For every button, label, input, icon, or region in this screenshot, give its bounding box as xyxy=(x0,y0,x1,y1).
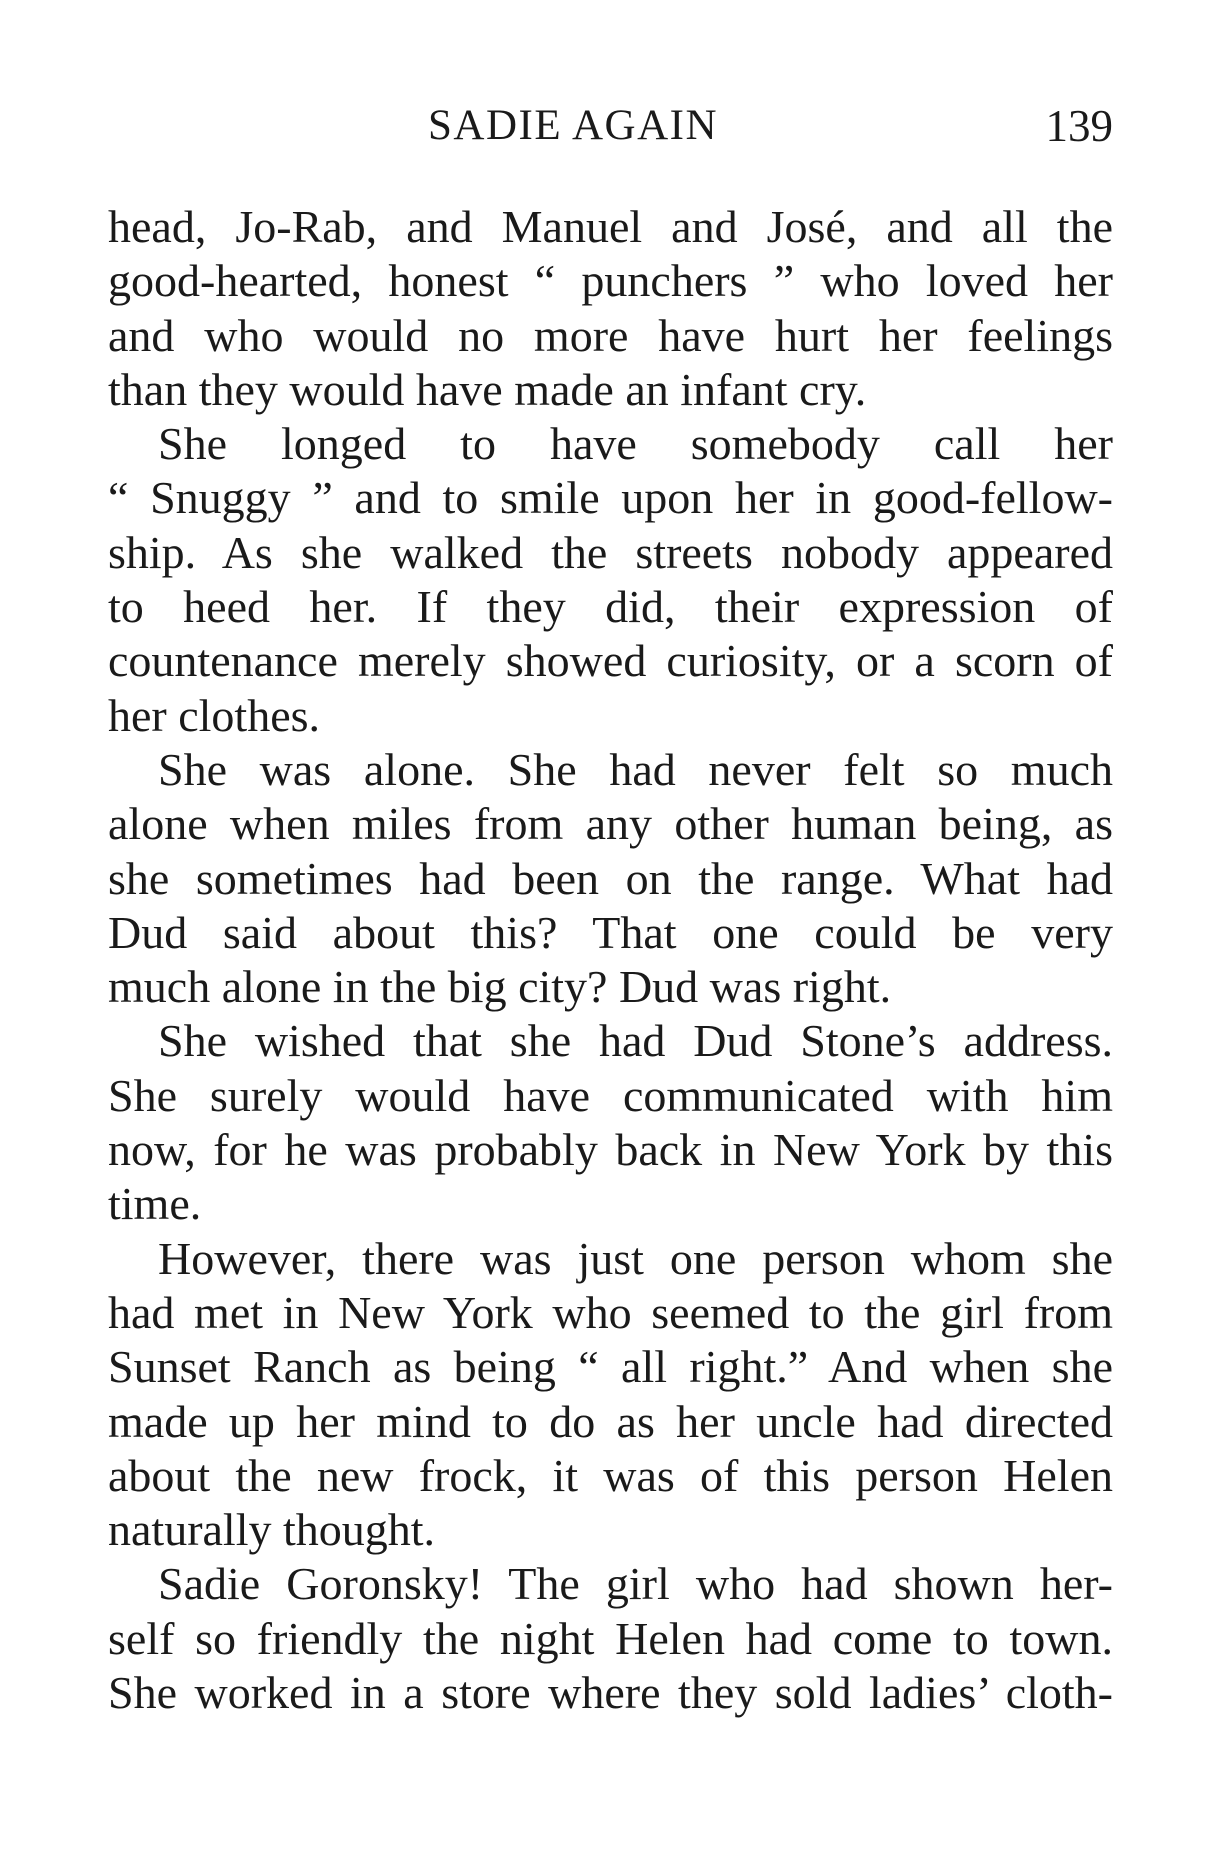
text-line: “ Snuggy ” and to smile upon her in good-fellow- xyxy=(108,472,1113,524)
text-line: to heed her. If they did, their expression of xyxy=(108,581,1113,633)
text-line: She was alone. She had never felt so much xyxy=(158,743,1113,795)
text-line: and who would no more have hurt her feelings xyxy=(108,309,1113,361)
page-number: 139 xyxy=(1045,101,1113,151)
text-line: now, for he was probably back in New York by this xyxy=(108,1124,1113,1176)
text-line: alone when miles from any other human being, as xyxy=(108,798,1113,850)
text-line: Sunset Ranch as being “ all right.” And when she xyxy=(108,1341,1113,1393)
text-line: head, Jo-Rab, and Manuel and José, and all the xyxy=(108,201,1113,252)
text-line: than they would have made an infant cry. xyxy=(108,363,867,415)
text-line: had met in New York who seemed to the girl from xyxy=(108,1286,1113,1338)
chapter-title: SADIE AGAIN xyxy=(428,102,719,149)
text-line: She wished that she had Dud Stone’s address. xyxy=(158,1015,1113,1067)
text-line: However, there was just one person whom she xyxy=(158,1232,1113,1284)
text-line: good-hearted, honest “ punchers ” who loved her xyxy=(108,255,1113,307)
text-line: about the new frock, it was of this person Helen xyxy=(108,1449,1113,1501)
text-line: her clothes. xyxy=(108,689,321,741)
running-head xyxy=(108,96,1113,156)
text-line: she sometimes had been on the range. What had xyxy=(108,852,1113,904)
text-line: She surely would have communicated with him xyxy=(108,1069,1113,1121)
text-line: She longed to have somebody call her xyxy=(158,418,1113,470)
text-line: naturally thought. xyxy=(108,1504,436,1556)
text-line: ship. As she walked the streets nobody appeared xyxy=(108,526,1113,578)
text-line: countenance merely showed curiosity, or a scorn of xyxy=(108,635,1113,687)
text-line: much alone in the big city? Dud was right. xyxy=(108,961,892,1013)
text-line: She worked in a store where they sold ladies’ cloth- xyxy=(108,1667,1113,1719)
text-line: time. xyxy=(108,1178,202,1230)
text-line: self so friendly the night Helen had come to town. xyxy=(108,1612,1113,1664)
body-text xyxy=(108,200,1113,1720)
text-line: Dud said about this? That one could be very xyxy=(108,906,1113,958)
text-line: made up her mind to do as her uncle had directed xyxy=(108,1395,1113,1447)
text-line: Sadie Goronsky! The girl who had shown her- xyxy=(158,1558,1113,1610)
